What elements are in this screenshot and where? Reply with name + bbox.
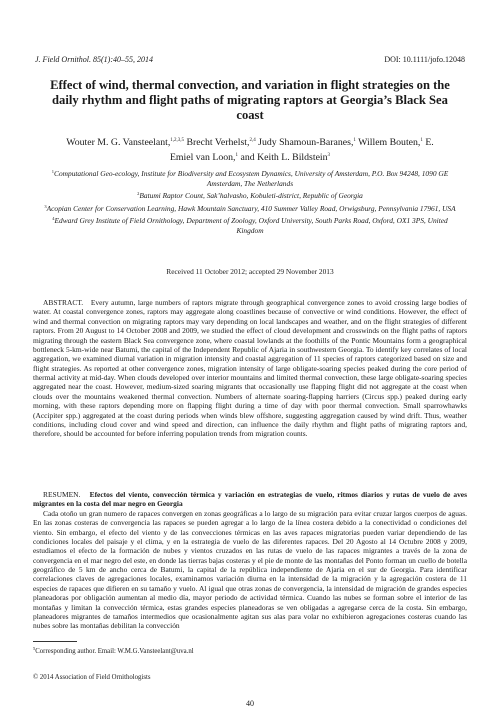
author-4 (358, 137, 425, 148)
author-affiliation-mark: 1 (353, 138, 356, 143)
author-name: E. Emiel van Loon, (169, 137, 434, 163)
affiliation-3: $^3$Acopian Center for Conservation Learning, Hawk Mountain Sanctuary, 410 Summer Valley Road, Orwigsburg, Pennsylvania 17961, USA (44, 203, 456, 213)
author-6 (240, 152, 330, 163)
author-name: Judy Shamoun-Baranes, (258, 137, 354, 148)
resumen-title: Efectos del viento, convección térmica y variación en estrategias de vuelo, ritmos diarios y rutas de vuelo de aves migrantes en la costa del mar negro en Georgia (33, 490, 468, 509)
affiliation-1: $^1$Computational Geo-ecology, Institute for Biodiversity and Ecosystem Dynamics, University of Amsterdam, P.O. Box 94248, 1090 GE Amsterdam, The Netherlands (51, 169, 449, 188)
abstract-label: ABSTRACT. (43, 298, 84, 307)
page-number: 40 (246, 699, 254, 708)
author-name: Brecht Verhelst, (186, 137, 250, 148)
author-1 (66, 137, 186, 148)
corresponding-author-footnote: $^5$Corresponding author. Email: W.M.G.Vansteelant@uva.nl (33, 646, 194, 655)
received-dates: Received 11 October 2012; accepted 29 November 2013 (166, 267, 334, 276)
author-2 (187, 137, 259, 148)
author-3 (258, 137, 358, 148)
abstract-section (33, 298, 467, 439)
author-name: Wouter M. G. Vansteelant, (66, 137, 171, 148)
affiliation-list (40, 167, 460, 237)
journal-citation: J. Field Ornithol. 85(1):40–55, 2014 (35, 55, 153, 64)
author-affiliation-mark: 1 (235, 153, 239, 158)
resumen-label: RESUMEN. (43, 490, 81, 499)
doi-link[interactable]: DOI: 10.1111/jofo.12048 (384, 55, 465, 64)
footnote-divider (33, 641, 77, 642)
abstract-text: Every autumn, large numbers of raptors migrate through geographical convergence zones to avoid crossing large bodies of water. At coastal convergence zones, raptors may aggregate along coastlines because of convective or wind conditions. However, the effect of wind and thermal convection on migrating raptors may vary depending on local landscapes and weather, and on the flight strategies of different raptors. From 20 August to 14 October 2008 and 2009, we studied the effect of cloud development and crosswinds on the flight paths of raptors migrating through the eastern Black Sea convergence zone, where coastal lowlands at the foothills of the Pontic Mountains form a geographical bottleneck 5-km-wide near Batumi, the capital of the Independent Republic of Ajaria in southwestern Georgia. To identify key correlates of local aggregation, we examined diurnal variation in migration intensity and coastal aggregation of 11 species of raptors categorized based on size and flight strategies. As reported at other convergence zones, migration intensity of large obligate-soaring species peaked during the core period of thermal activity at mid-day. When clouds developed over interior mountains and limited thermal convection, these large obligate-soaring species aggregated near the coast. However, medium-sized soaring migrants that occasionally use flapping flight did not aggregate at the coast when clouds over the mountains weakened thermal convection. Numbers of alternate soaring-flapping harriers (Circus spp.) peaked during early morning, with these raptors depending more on flapping flight during a time of day with poor thermal convection. Small sparrowhawks (Accipiter spp.) aggregated at the coast during periods when winds blew offshore, suggesting aggregation caused by wind drift. Thus, weather conditions, including cloud cover and wind speed and direction, can influence the daily rhythm and flight paths of migrating raptors and, therefore, should be accounted for before inferring population trends from migration counts. (33, 298, 467, 439)
affiliation-4: $^4$Edward Grey Institute of Field Ornithology, Department of Zoology, Oxford University, South Parks Road, Oxford, OX1 3PS, United Kingdom (52, 216, 448, 235)
author-affiliation-mark: 2,4 (249, 138, 256, 143)
author-list (55, 134, 445, 164)
author-affiliation-mark: 1,2,3,5 (170, 138, 185, 143)
author-affiliation-mark: 1 (420, 138, 423, 143)
affiliation-2: $^2$Batumi Raptor Count, Sak’halvasho, Kobuleti-district, Republic of Georgia (137, 191, 363, 201)
author-name: and Keith L. Bildstein (240, 152, 328, 163)
article-title: Effect of wind, thermal convection, and variation in flight strategies on the daily rhythm and flight paths of migrating raptors at Georgia’s Black Sea coast (50, 78, 450, 122)
resumen-text: Cada otoño un gran numero de rapaces convergen en zonas geográficas a lo largo de su migración para evitar cruzar largos cuerpos de aguas. En las zonas costeras de convergencia las rapaces se pueden agregar a lo largo de la línea costera debido a la conectividad o condiciones del viento. Sin embargo, el efecto del viento y de las convecciones térmicas en las aves rapaces migratorias pueden variar dependiendo de las condiciones locales del paisaje y el clima, y en la estrategia de vuelo de las diferentes rapaces. Del 20 Agosto al 14 Octubre 2008 y 2009, estudiamos el efecto de la formación de nubes y vientos cruzados en las rutas de vuelo de las rapaces migrantes a través de la zona de convergencia en el mar negro del este, en donde las tierras bajas costeras y el pie de monte de las montañas del Ponto forman un cuello de botella geográfico de 5 km de ancho cerca de Batumi, la capital de la república independiente de Ajaria en el sur de Georgia. Para identificar correlaciones claves de agregaciones locales, examinamos variación diurna en la intensidad de la migración y la agregación costera de 11 especies de rapaces que difieren en su tamaño y vuelo. Al igual que otras zonas de convergencia, la intensidad de migración de grandes especies planeadoras por obligación aumentan al medio día, mayor periodo de actividad térmica. Cuando las nubes se forman sobre el interior de las montañas y limitan la convección térmica, estas grandes especies planeadoras se ven obligadas a agregarse cerca de la costa. Sin embargo, planeadores migrantes de tamaños intermedios que ocasionalmente agitan sus alas para volar no exhibieron agregaciones costeras cuando las nubes sobre las montañas debilitan la convección (33, 508, 467, 631)
resumen-section (33, 490, 467, 631)
author-name: Willem Bouten, (358, 137, 421, 148)
copyright-notice: © 2014 Association of Field Ornithologists (33, 674, 151, 681)
author-affiliation-mark: 3 (327, 153, 331, 158)
